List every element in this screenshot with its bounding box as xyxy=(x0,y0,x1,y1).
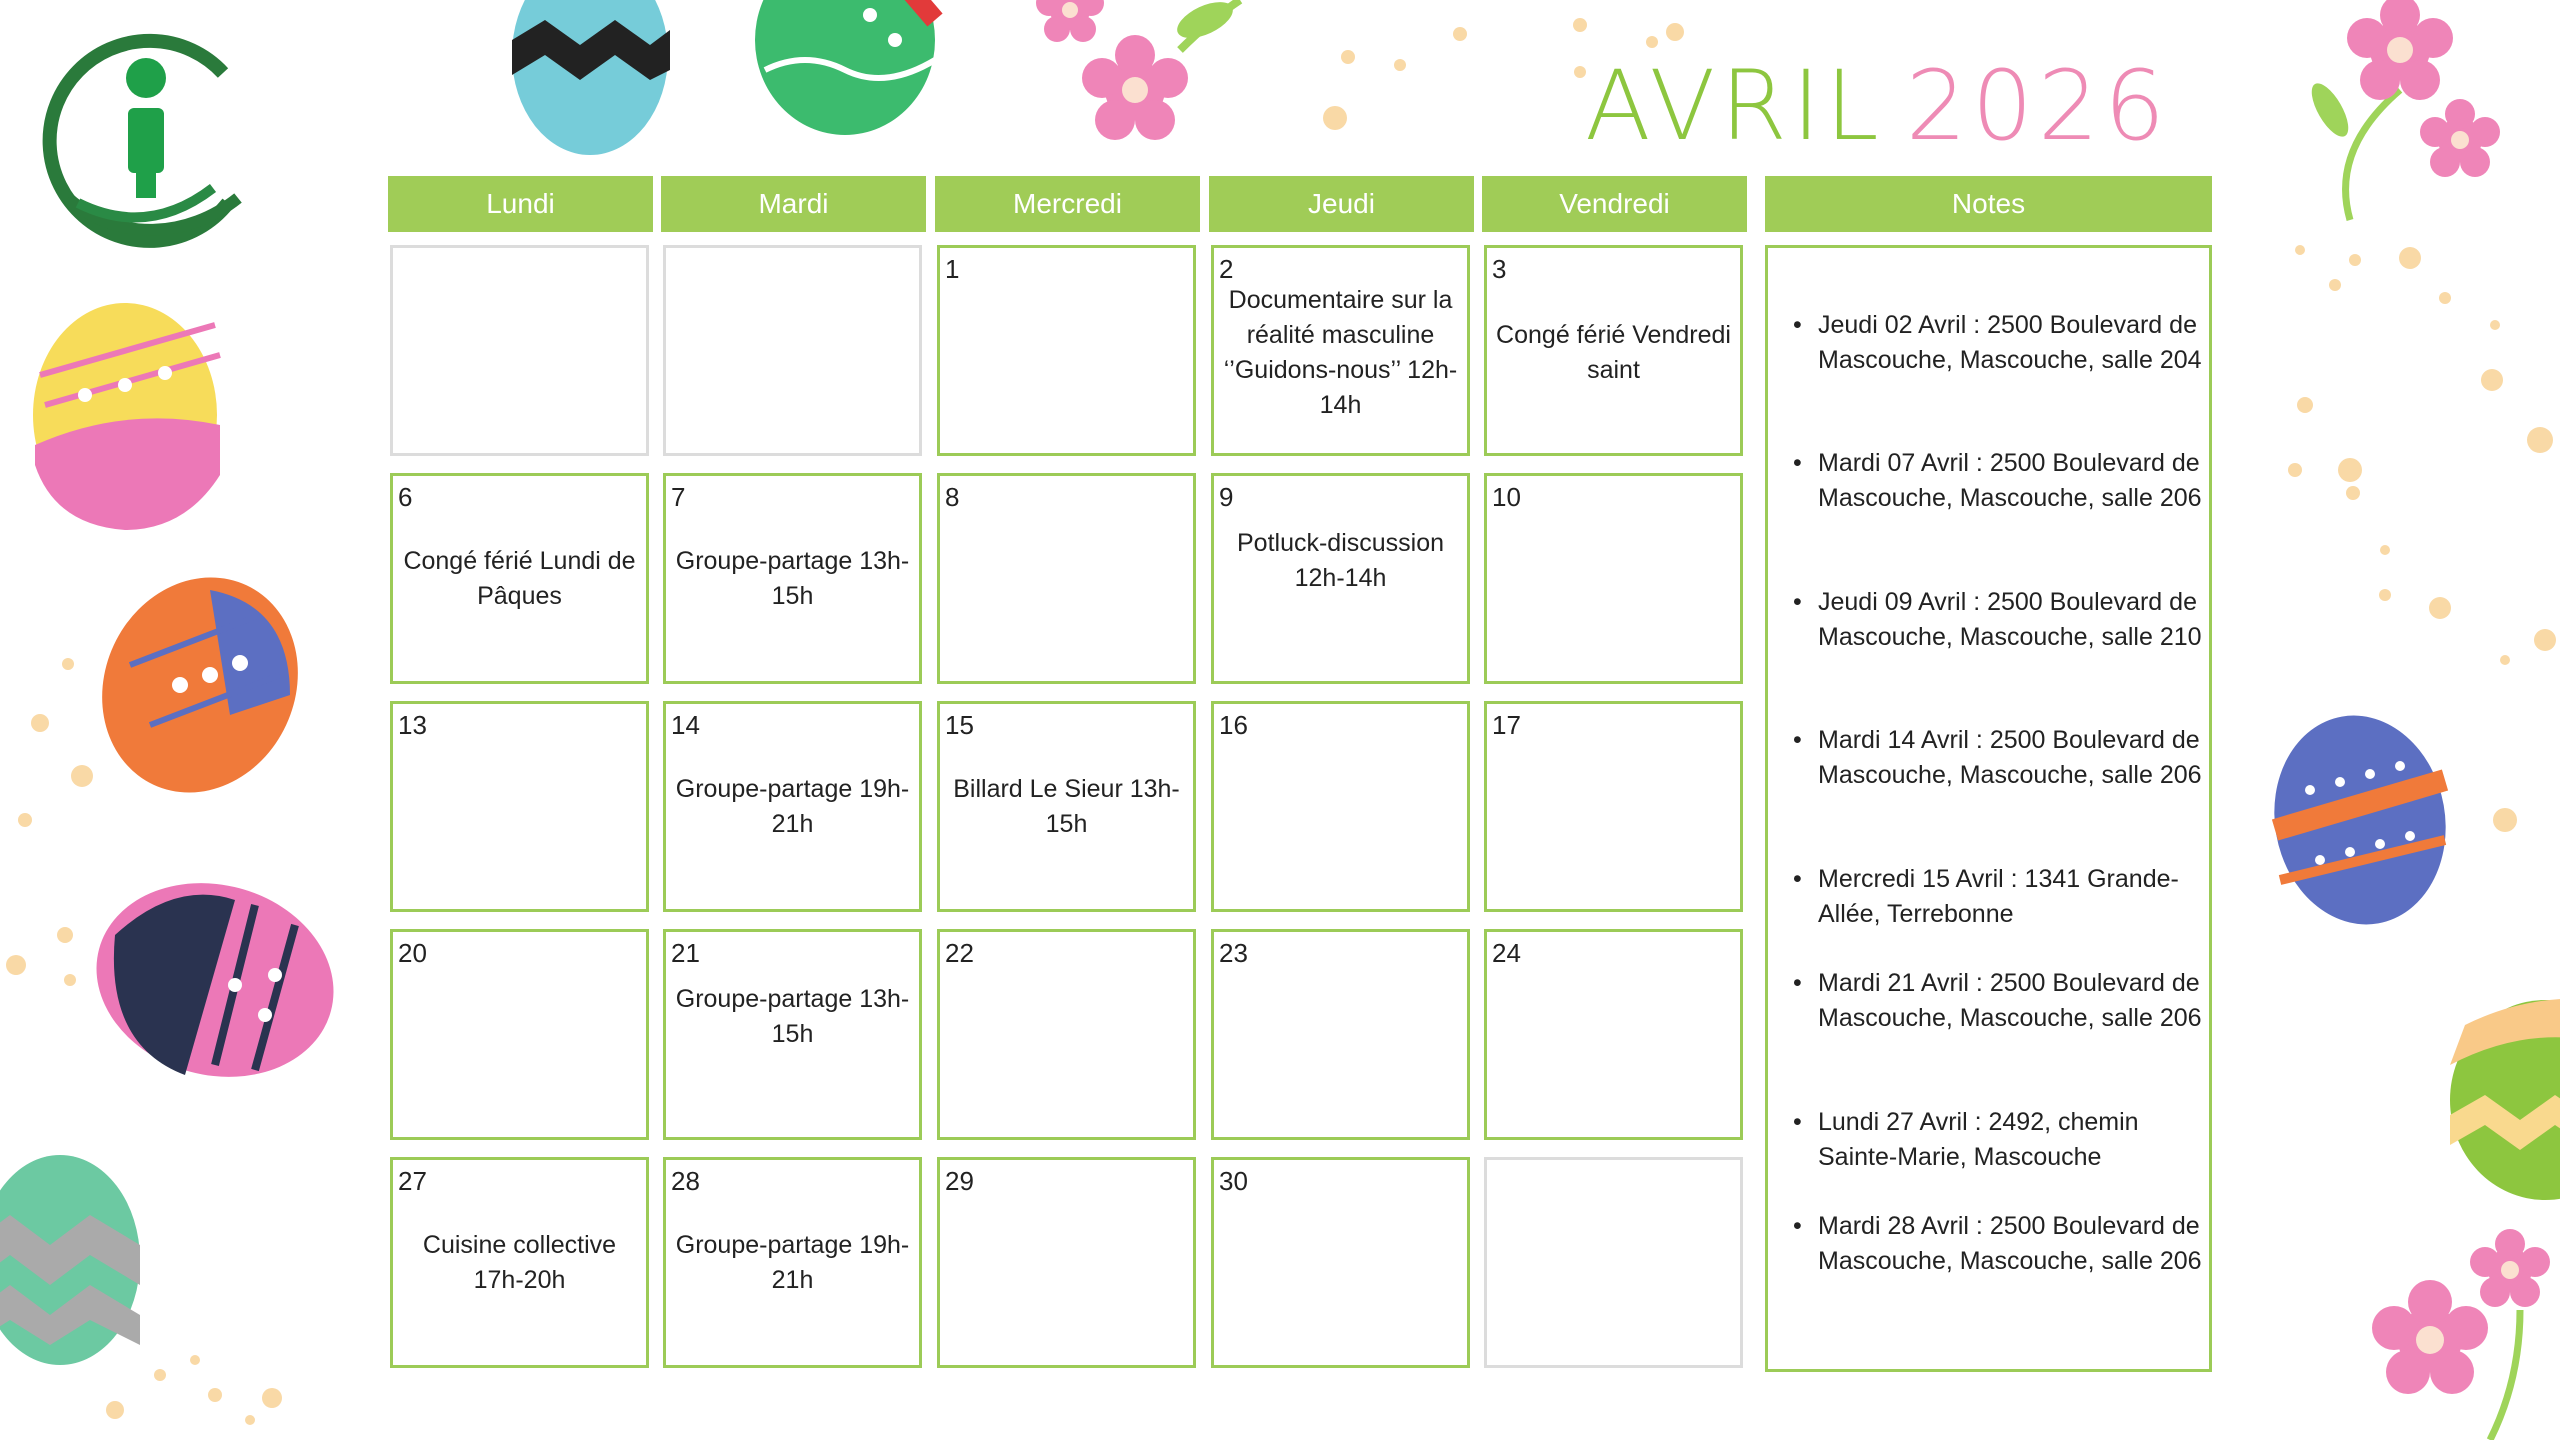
calendar-day-cell[interactable] xyxy=(1211,929,1470,1140)
note-text: Lundi 27 Avril : 2492, chemin Sainte-Marie, Mascouche xyxy=(1818,1108,2139,1171)
note-item xyxy=(1793,308,2203,378)
notes-panel xyxy=(1765,245,2212,1372)
day-number: 1 xyxy=(945,254,960,284)
calendar-day-cell[interactable] xyxy=(390,929,649,1140)
day-number: 8 xyxy=(945,482,960,512)
calendar-day-cell[interactable] xyxy=(937,929,1196,1140)
note-text: Jeudi 09 Avril : 2500 Boulevard de Mascouche, Mascouche, salle 210 xyxy=(1818,588,2202,651)
day-event: Billard Le Sieur 13h-15h xyxy=(953,775,1180,838)
day-event: Groupe-partage 19h-21h xyxy=(675,1231,910,1294)
day-event: Documentaire sur la réalité masculine ‘’Guidons-nous’’ 12h-14h xyxy=(1223,286,1458,419)
note-item xyxy=(1793,1105,2203,1175)
note-item xyxy=(1793,723,2203,793)
weekday-header-vendredi: Vendredi xyxy=(1482,176,1747,232)
calendar-day-cell[interactable] xyxy=(1484,1157,1743,1368)
notes-header: Notes xyxy=(1765,176,2212,232)
weekday-header-jeudi: Jeudi xyxy=(1209,176,1474,232)
day-event: Potluck-discussion 12h-14h xyxy=(1236,529,1445,592)
calendar-title xyxy=(1585,50,2171,162)
calendar-day-cell[interactable] xyxy=(663,245,922,456)
day-event: Congé férié Vendredi saint xyxy=(1496,321,1731,384)
calendar-day-cell[interactable] xyxy=(390,473,649,684)
weekday-header-lundi: Lundi xyxy=(388,176,653,232)
calendar-day-cell[interactable] xyxy=(390,245,649,456)
day-number: 3 xyxy=(1492,254,1507,284)
calendar-day-cell[interactable] xyxy=(1211,245,1470,456)
calendar-day-cell[interactable] xyxy=(1484,701,1743,912)
day-number: 23 xyxy=(1219,938,1248,968)
day-number: 20 xyxy=(398,938,427,968)
calendar-day-cell[interactable] xyxy=(663,473,922,684)
day-number: 21 xyxy=(671,938,700,968)
note-item xyxy=(1793,966,2203,1036)
day-number: 16 xyxy=(1219,710,1248,740)
calendar-day-cell[interactable] xyxy=(390,701,649,912)
note-text: Jeudi 02 Avril : 2500 Boulevard de Mascouche, Mascouche, salle 204 xyxy=(1818,311,2202,374)
day-number: 7 xyxy=(671,482,686,512)
calendar-day-cell[interactable] xyxy=(1211,1157,1470,1368)
calendar-day-cell[interactable] xyxy=(937,473,1196,684)
day-number: 22 xyxy=(945,938,974,968)
bullet-icon: • xyxy=(1793,449,1802,477)
bullet-icon: • xyxy=(1793,1108,1802,1136)
calendar-day-cell[interactable] xyxy=(937,1157,1196,1368)
day-number: 27 xyxy=(398,1166,427,1196)
calendar-day-cell[interactable] xyxy=(390,1157,649,1368)
day-number: 13 xyxy=(398,710,427,740)
note-text: Mercredi 15 Avril : 1341 Grande-Allée, Terrebonne xyxy=(1818,865,2179,928)
calendar-day-cell[interactable] xyxy=(937,245,1196,456)
day-event: Cuisine collective 17h-20h xyxy=(422,1231,617,1294)
calendar-day-cell[interactable] xyxy=(1211,701,1470,912)
day-number: 2 xyxy=(1219,254,1234,284)
day-event: Groupe-partage 19h-21h xyxy=(675,775,910,838)
bullet-icon: • xyxy=(1793,1212,1802,1240)
calendar-day-cell[interactable] xyxy=(663,929,922,1140)
day-number: 30 xyxy=(1219,1166,1248,1196)
note-text: Mardi 14 Avril : 2500 Boulevard de Mascouche, Mascouche, salle 206 xyxy=(1818,726,2202,789)
day-number: 17 xyxy=(1492,710,1521,740)
day-number: 28 xyxy=(671,1166,700,1196)
weekday-header-mardi: Mardi xyxy=(661,176,926,232)
title-year: 2026 xyxy=(1905,50,2171,162)
day-event: Groupe-partage 13h-15h xyxy=(675,547,910,610)
calendar-day-cell[interactable] xyxy=(1211,473,1470,684)
day-number: 6 xyxy=(398,482,413,512)
note-text: Mardi 21 Avril : 2500 Boulevard de Mascouche, Mascouche, salle 206 xyxy=(1818,969,2202,1032)
day-number: 10 xyxy=(1492,482,1521,512)
calendar-day-cell[interactable] xyxy=(937,701,1196,912)
bullet-icon: • xyxy=(1793,588,1802,616)
note-text: Mardi 07 Avril : 2500 Boulevard de Mascouche, Mascouche, salle 206 xyxy=(1818,449,2202,512)
note-item xyxy=(1793,446,2203,516)
day-event: Groupe-partage 13h-15h xyxy=(675,985,910,1048)
note-item xyxy=(1793,862,2203,932)
day-number: 14 xyxy=(671,710,700,740)
calendar-day-cell[interactable] xyxy=(1484,929,1743,1140)
day-number: 29 xyxy=(945,1166,974,1196)
weekday-header-mercredi: Mercredi xyxy=(935,176,1200,232)
day-event: Congé férié Lundi de Pâques xyxy=(403,547,636,610)
bullet-icon: • xyxy=(1793,969,1802,997)
calendar-day-cell[interactable] xyxy=(1484,245,1743,456)
calendar-day-cell[interactable] xyxy=(663,1157,922,1368)
title-month: AVRIL xyxy=(1585,50,1884,162)
day-number: 9 xyxy=(1219,482,1234,512)
bullet-icon: • xyxy=(1793,865,1802,893)
day-number: 15 xyxy=(945,710,974,740)
note-item xyxy=(1793,1209,2203,1279)
note-text: Mardi 28 Avril : 2500 Boulevard de Mascouche, Mascouche, salle 206 xyxy=(1818,1212,2202,1275)
calendar-day-cell[interactable] xyxy=(1484,473,1743,684)
day-number: 24 xyxy=(1492,938,1521,968)
bullet-icon: • xyxy=(1793,726,1802,754)
note-item xyxy=(1793,585,2203,655)
bullet-icon: • xyxy=(1793,311,1802,339)
calendar-day-cell[interactable] xyxy=(663,701,922,912)
